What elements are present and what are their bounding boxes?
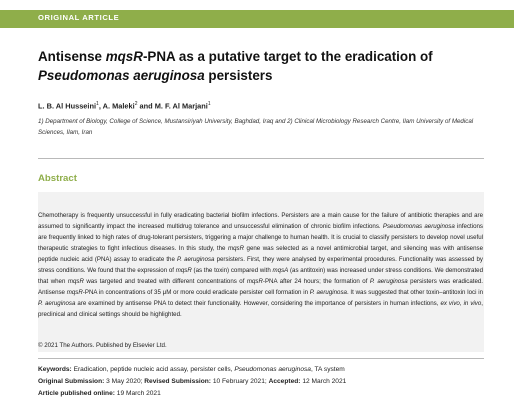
published-online-date: 19 March 2021 xyxy=(116,390,161,397)
abstract-italic-term: P. aeruginosa xyxy=(38,300,76,307)
abstract-italic-term: P. aeruginosa xyxy=(176,256,215,263)
copyright-line: © 2021 The Authors. Published by Elsevier Ltd. xyxy=(38,342,167,349)
abstract-text-run: , preclinical and clinical settings should be highlighted. xyxy=(38,300,483,318)
abstract-text-run: Chemotherapy is frequently unsuccessful in fully eradicating bacterial biofilm infections. Persisters are a main cause for the failure of antibiotic therapies and are assumed to significantly impact the increased multidrug tolerance and unsuccessful elimination of chronic biofilm infections. xyxy=(38,212,483,230)
abstract-italic-term: P. aeruginosa xyxy=(369,278,408,285)
abstract-text-run: . It was suggested that other toxin–antitoxin loci in xyxy=(346,289,483,296)
revised-submission-date: 10 February 2021 xyxy=(212,378,265,385)
abstract-italic-term: mqsR xyxy=(175,267,192,274)
title-organism: Pseudomonas aeruginosa xyxy=(38,68,205,83)
abstract-italic-term: mqsR xyxy=(66,289,83,296)
author-affil-marker: 2 xyxy=(134,101,138,107)
title-text: persisters xyxy=(204,68,273,83)
article-type-label: ORIGINAL ARTICLE xyxy=(38,13,120,22)
author-affil-marker: 1 xyxy=(96,101,99,107)
title-text: Antisense xyxy=(38,49,106,64)
revised-submission-label: Revised Submission: xyxy=(144,378,211,385)
abstract-text-run: -PNA in concentrations of 35 μM or more could eradicate persister cell formation in xyxy=(82,289,310,296)
original-submission-label: Original Submission: xyxy=(38,378,105,385)
abstract-text xyxy=(38,210,483,320)
abstract-italic-term: mqsR xyxy=(67,278,84,285)
abstract-text-run: (as the toxin) compared with xyxy=(191,267,273,274)
title-gene: mqsR xyxy=(105,49,143,64)
abstract-text-run: was targeted and treated with different concentrations of xyxy=(83,278,247,285)
abstract-text-run: -PNA after 24 hours; the formation of xyxy=(262,278,370,285)
abstract-italic-term: mqsA xyxy=(272,267,289,274)
abstract-italic-term: Pseudomonas aeruginosa xyxy=(382,223,455,230)
author-name: L. B. Al Husseini xyxy=(38,101,97,111)
keywords-label: Keywords: xyxy=(38,366,72,373)
abstract-heading: Abstract xyxy=(38,173,77,184)
keywords-line xyxy=(38,366,484,373)
author-name: M. F. Al Marjani xyxy=(154,101,208,111)
abstract-text-run: gene was selected as a novel antimicrobial target, and silencing was with antisense peptide nucleic acid (PNA) assay to eradicate the xyxy=(38,245,483,263)
accepted-label: Accepted: xyxy=(268,378,301,385)
article-title xyxy=(38,47,488,85)
divider xyxy=(38,358,484,359)
affiliations: 1) Department of Biology, College of Science, Mustansiriyah University, Baghdad, Iraq and 2) Clinical Microbiology Research Centre, Ilam University of Medical Sciences, Ilam, Iran xyxy=(38,118,474,136)
abstract-text-run: are examined by antisense PNA to detect their functionality. However, considering the importance of persisters in human infections, xyxy=(75,300,441,307)
title-text: -PNA as a putative target to the eradication of xyxy=(142,49,433,64)
published-online-label: Article published online: xyxy=(38,390,115,397)
abstract-text-run: infections are frequently linked to high rates of drug-tolerant persisters, triggering a major challenge to human health. It is crucial to classify persisters to develop novel useful therapeutic strategies to fight infectious diseases. In this study, the xyxy=(38,223,483,252)
original-submission-date: 3 May 2020 xyxy=(106,378,141,385)
keywords-tail: , TA system xyxy=(310,366,345,373)
submission-dates-line: Original Submission: 3 May 2020; Revised Submission: 10 February 2021; Accepted: 12 March 2021 xyxy=(38,378,347,385)
abstract-text-run: persisters was eradicated. Antisense xyxy=(38,278,483,296)
abstract-italic-term: mqsR xyxy=(227,245,245,252)
author-affil-marker: 1 xyxy=(207,101,211,107)
keywords-text: Eradication, peptide nucleic acid assay, persister cells, xyxy=(73,366,235,373)
article-type-band xyxy=(0,10,514,28)
author-name: A. Maleki xyxy=(102,101,135,111)
abstract-italic-term: ex vivo, in vivo xyxy=(440,300,482,307)
accepted-date: 12 March 2021 xyxy=(302,378,347,385)
published-online-line xyxy=(38,390,484,397)
abstract-text-run: (as antitoxin) was increased under stress conditions. We demonstrated that when xyxy=(38,267,484,285)
abstract-text-run: persisters. First, they were analysed by experimental procedures. Functionality was assessed by stress conditions. We found that the expression of xyxy=(38,256,483,274)
divider xyxy=(38,158,484,159)
keywords-italic: Pseudomonas aeruginosa xyxy=(234,366,311,373)
abstract-italic-term: P. aeruginosa xyxy=(309,289,347,296)
author-list: L. B. Al Husseini$^1$, A. Maleki$^2$ and M. F. Al Marjani$^1$ xyxy=(38,101,211,111)
abstract-italic-term: mqsR xyxy=(246,278,263,285)
